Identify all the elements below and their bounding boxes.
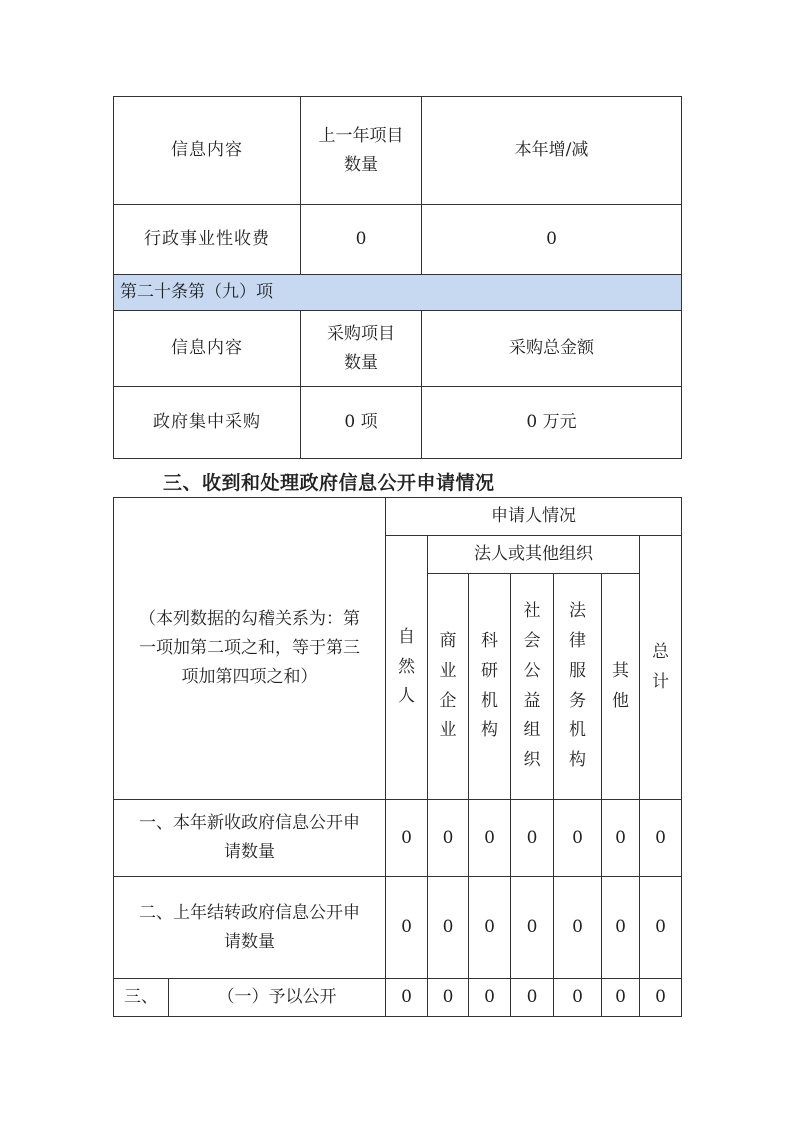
cell-value: 0 <box>554 800 602 877</box>
section-heading: 三、收到和处理政府信息公开申请情况 <box>163 472 495 494</box>
header-prev-count <box>301 97 422 205</box>
fee-prev-value: 0 <box>301 205 422 275</box>
col-business: 商 业 企 业 <box>428 574 469 800</box>
cell-value: 0 <box>554 979 602 1017</box>
row3-label-b: （一）予以公开 <box>169 979 386 1017</box>
fee-procurement-table <box>113 96 682 459</box>
cell-value: 0 <box>386 800 428 877</box>
header2-count-line2: 数量 <box>344 352 378 373</box>
procurement-total: 0 万元 <box>422 387 682 459</box>
corner-note-line3: 项加第四项之和） <box>181 666 318 687</box>
section-title-row: 第二十条第（九）项 <box>114 275 682 311</box>
col-research: 科 研 机 构 <box>469 574 511 800</box>
header2-total: 采购总金额 <box>422 311 682 387</box>
row-label: 二、上年结转政府信息公开申 请数量 <box>114 877 386 979</box>
col-natural-person: 自 然 人 <box>386 536 428 800</box>
col-total: 总 计 <box>640 536 682 800</box>
row-label: 一、本年新收政府信息公开申 请数量 <box>114 800 386 877</box>
col-legal-service: 法 律 服 务 机 构 <box>554 574 602 800</box>
corner-note <box>114 498 386 800</box>
header2-count-line1: 采购项目 <box>327 323 395 344</box>
cell-value: 0 <box>602 800 640 877</box>
applicant-header: 申请人情况 <box>386 498 682 536</box>
cell-value: 0 <box>386 877 428 979</box>
cell-value: 0 <box>511 979 554 1017</box>
corner-note-line2: 一项加第二项之和，等于第三 <box>139 638 360 659</box>
cell-value: 0 <box>469 979 511 1017</box>
legal-group-header: 法人或其他组织 <box>428 536 640 574</box>
corner-note-line1: （本列数据的勾稽关系为：第 <box>139 609 360 630</box>
table-row <box>114 800 682 877</box>
cell-value: 0 <box>554 877 602 979</box>
header-prev-count-line1: 上一年项目 <box>318 125 404 146</box>
table-row <box>114 877 682 979</box>
cell-value: 0 <box>428 979 469 1017</box>
cell-value: 0 <box>428 800 469 877</box>
cell-value: 0 <box>469 877 511 979</box>
cell-value: 0 <box>602 877 640 979</box>
cell-value: 0 <box>469 800 511 877</box>
col-social-welfare: 社 会 公 益 组 织 <box>511 574 554 800</box>
header2-count <box>301 311 422 387</box>
procurement-label: 政府集中采购 <box>114 387 301 459</box>
fee-label: 行政事业性收费 <box>114 205 301 275</box>
application-table <box>113 497 682 1017</box>
procurement-count: 0 项 <box>301 387 422 459</box>
header-prev-count-line2: 数量 <box>344 154 378 175</box>
fee-change-value: 0 <box>422 205 682 275</box>
header-change: 本年增/减 <box>422 97 682 205</box>
cell-value: 0 <box>640 877 682 979</box>
col-other: 其 他 <box>602 574 640 800</box>
table-row <box>114 979 682 1017</box>
row3-label-a: 三、 <box>114 979 169 1017</box>
cell-value: 0 <box>386 979 428 1017</box>
header-info-content: 信息内容 <box>114 97 301 205</box>
cell-value: 0 <box>511 800 554 877</box>
cell-value: 0 <box>511 877 554 979</box>
cell-value: 0 <box>640 979 682 1017</box>
cell-value: 0 <box>602 979 640 1017</box>
cell-value: 0 <box>640 800 682 877</box>
cell-value: 0 <box>428 877 469 979</box>
header2-info-content: 信息内容 <box>114 311 301 387</box>
